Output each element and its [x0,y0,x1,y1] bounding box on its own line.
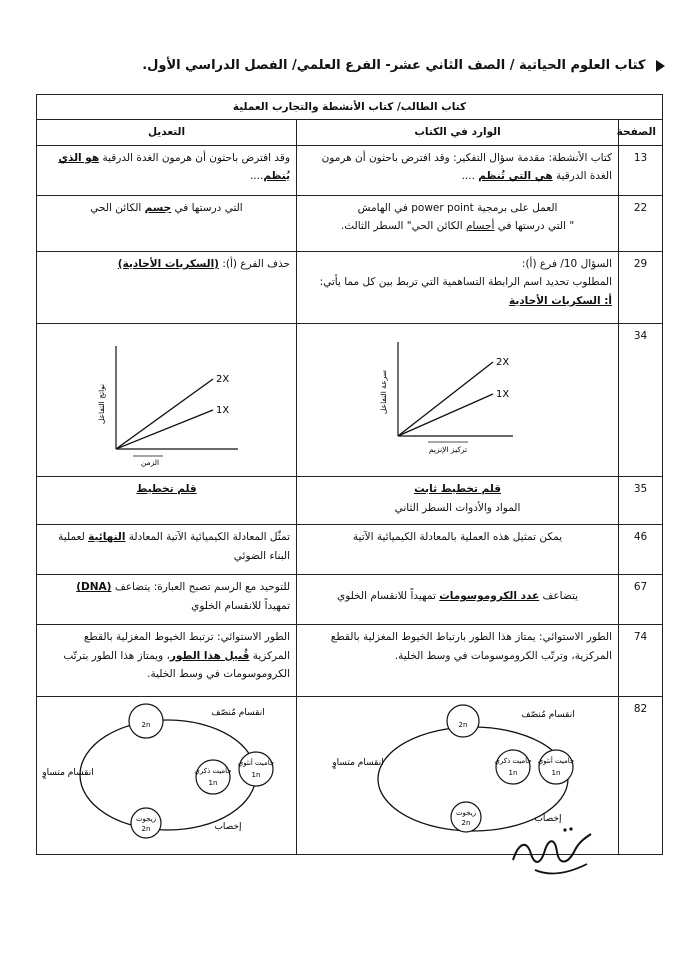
y-axis-label: سرعة التفاعل [379,369,389,414]
label-2x: 2X [496,356,510,368]
original-text: المطلوب تحديد اسم الرابطة التساهمية التي تربط بين كل مما يأتي: [319,276,613,289]
correction-text: للتوحيد مع الرسم تصبح العبارة: يتضاعف [111,581,291,594]
correction-text: تمثّل المعادلة الكيميائية الآتية المعادلة [125,531,291,544]
page-number: 35 [619,477,663,525]
correction-highlight: (السكريات الأحادية) [117,257,219,270]
male-gamete-label: جاميت ذكري [194,767,232,776]
correction-cell [37,625,297,697]
original-text: " التي درستها في [494,220,575,233]
original-cell [297,575,619,625]
correction-cell [37,525,297,575]
table-row [37,195,663,251]
original-cell [297,525,619,575]
mitosis-label: انقسام متساوٍ [332,758,384,769]
original-text: الطور الاستوائي: يمتاز هذا الطور بارتباط الخيوط المغزلية بالقطع [330,631,613,644]
original-text: تمهيداً للانقسام الخلوي [336,590,440,603]
table-row [37,525,663,575]
graph-correction [38,324,296,470]
page-header [20,58,665,73]
original-cell [297,323,619,476]
original-text: يتضاعف [539,590,579,603]
male-gamete-icon [496,750,530,784]
correction-text: المركزية [249,649,291,662]
label-2x: 2X [216,373,230,385]
original-text: يمكن تمثيل هذه العملية بالمعادلة الكيميائية الآتية [352,531,563,544]
correction-highlight: يُنظم [263,170,291,183]
correction-text: لعملية [58,531,89,544]
original-text: .... [461,170,479,183]
female-gamete-n: 1n [551,769,561,778]
correction-text: تمهيداً للانقسام الخلوي [191,599,291,612]
page-number: 82 [619,697,663,854]
original-highlight: أجسام [465,220,495,233]
table-title-row [37,95,663,120]
original-text: الغدة الدرقية [552,170,613,183]
original-text: العمل على برمجية power point في الهامش [357,201,558,214]
male-gamete-n: 1n [208,779,218,788]
x-axis-label: تركيز الإنزيم [428,444,468,454]
table-row [37,477,663,525]
original-highlight: هي التي تُنظم [478,170,553,183]
life-cycle-correction [38,697,296,847]
line-1x [398,394,493,436]
line-2x [116,379,213,449]
male-gamete-label: جاميت ذكري [494,757,532,766]
cell-2n-label: 2n [141,721,151,730]
cell-2n-label: 2n [458,721,468,730]
table-row [37,575,663,625]
zygote-icon [451,802,481,832]
correction-cell [37,145,297,195]
correction-text: الكائن الحي [90,201,145,214]
correction-text: التي درستها في [171,201,243,214]
original-text: المواد والأدوات السطر الثاني [394,501,521,514]
table-title: كتاب الطالب/ كتاب الأنشطة والتجارب العملية [37,95,663,120]
handwritten-signature [505,820,605,880]
female-gamete-label: جاميت أنثوي [537,757,575,766]
page-number: 13 [619,145,663,195]
correction-cell [37,575,297,625]
zygote-label: زيجوت [456,809,477,818]
female-gamete-icon [239,752,273,786]
original-cell [297,251,619,323]
label-1x: 1X [216,404,230,416]
female-gamete-icon [539,750,573,784]
col-header-correction: التعديل [37,120,297,145]
graph-original [298,324,618,470]
corrections-table [36,94,663,855]
y-axis-label: نواتج التفاعل [97,383,107,424]
correction-highlight: قلم تخطيط [136,483,197,496]
correction-cell [37,251,297,323]
table-row [37,625,663,697]
original-cell [297,625,619,697]
x-axis-label: الزمن [140,457,160,467]
correction-cell [37,477,297,525]
label-1x: 1X [496,388,510,400]
original-cell [297,195,619,251]
zygote-2n: 2n [461,819,471,828]
original-text: السؤال 10/ فرع (أ): [521,257,613,270]
correction-cell [37,195,297,251]
header-text: كتاب العلوم الحياتية / الصف الثاني عشر- الفرع العلمي/ الفصل الدراسي الأول. [142,58,646,73]
triangle-bullet-icon [656,60,665,72]
original-cell [297,145,619,195]
correction-text: البناء الضوئي [233,549,291,562]
original-text: كتاب الأنشطة: مقدمة سؤال التفكير: وقد افترض باحثون أن هرمون [321,151,613,164]
table-row [37,251,663,323]
mitosis-label: انقسام متساوٍ [42,768,94,779]
page-number: 46 [619,525,663,575]
original-highlight: عدد الكروموسومات [439,590,540,603]
correction-text: الطور الاستوائي: ترتبط الخيوط المغزلية بالقطع [83,631,291,644]
correction-text: .... [249,170,264,183]
correction-cell [37,323,297,476]
female-gamete-label: جاميت أنثوي [237,759,275,768]
line-1x [116,410,213,449]
page-number: 67 [619,575,663,625]
zygote-2n: 2n [141,825,151,834]
correction-text: وقد افترض باحثون أن هرمون الغدة الدرقية [99,151,291,164]
original-highlight: قلم تخطيط ثابت [414,483,501,496]
col-header-page: الصفحة [619,120,663,145]
fertilization-label: إخصاب [214,822,242,833]
male-gamete-n: 1n [508,769,518,778]
line-2x [398,362,493,436]
col-header-original: الوارد في الكتاب [297,120,619,145]
correction-highlight: النهائية [88,531,126,544]
correction-highlight: هو الذي [58,151,100,164]
female-gamete-n: 1n [251,771,261,780]
original-highlight: أ: السكريات الأحادية [508,294,613,307]
fertilization-label: إخصاب [534,814,562,825]
table-header-row [37,120,663,145]
zygote-icon [131,808,161,838]
correction-highlight: قُبيل هذا الطور [169,649,250,662]
meiosis-label: انقسام مُنصّف [211,708,265,719]
page-number: 74 [619,625,663,697]
table-row [37,145,663,195]
correction-text: ، ويمتاز هذا الطور بترتّب [63,649,170,662]
page-number: 29 [619,251,663,323]
original-text: المركزية، وترتّب الكروموسومات في وسط الخلية. [394,649,613,662]
original-text: الكائن الحي" السطر الثالث. [340,220,466,233]
page-number: 34 [619,323,663,476]
male-gamete-icon [196,760,230,794]
correction-cell [37,697,297,854]
page-number: 22 [619,195,663,251]
table-row [37,323,663,476]
original-cell [297,477,619,525]
correction-highlight: (DNA) [76,581,112,594]
correction-text: الكروموسومات في وسط الخلية. [147,667,291,680]
zygote-label: زيجوت [136,815,157,824]
correction-text: حذف الفرع (أ): [218,257,291,270]
meiosis-label: انقسام مُنصّف [521,710,575,721]
correction-highlight: جسم [144,201,172,214]
